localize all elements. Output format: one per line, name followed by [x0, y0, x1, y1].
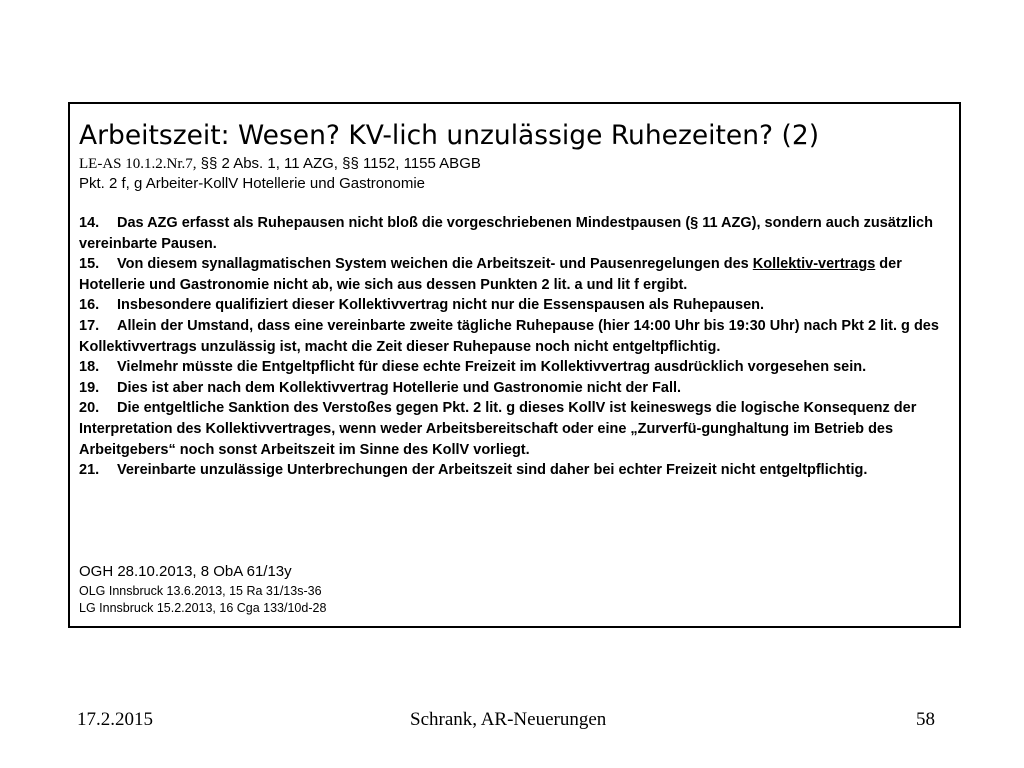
footer-date: 17.2.2015 [77, 709, 153, 730]
paragraph-number: 16. [79, 297, 100, 314]
paragraph-text: Die entgeltliche Sanktion des Verstoßes gegen Pkt. 2 lit. g dieses KollV ist keineswegs die logische Konsequenz der Interpretation des Kollektivvertrages, wenn weder Arbeitsbereitschaft oder eine „Zurverfü-gunghaltung im Betrieb des Arbeitgebers“ noch sonst Arbeitszeit im Sinne des KollV vorliegt. [79, 400, 917, 458]
citation-ogh: OGH 28.10.2013, 8 ObA 61/13y [79, 563, 292, 580]
paragraph-text: Dies ist aber nach dem Kollektivvertrag Hotellerie und Gastronomie nicht der Fall. [117, 379, 682, 396]
paragraph-number: 21. [79, 462, 100, 479]
reference-line-statutes [79, 154, 481, 174]
reference-statutes: §§ 2 Abs. 1, 11 AZG, §§ 1152, 1155 ABGB [196, 155, 481, 172]
footer-title: Schrank, AR-Neuerungen [410, 709, 607, 730]
paragraph-17 [79, 316, 959, 357]
paragraph-text: Von diesem synallagmatischen System weichen die Arbeitszeit- und Pausenregelungen des [117, 256, 753, 273]
paragraph-text: Insbesondere qualifiziert dieser Kollektivvertrag nicht nur die Essenspausen als Ruhepausen. [117, 297, 765, 314]
paragraph-number: 14. [79, 215, 100, 231]
paragraph-21 [79, 460, 959, 481]
paragraph-text: Das AZG erfasst als Ruhepausen nicht bloß die vorgeschriebenen Mindestpausen (§ 11 AZG), sondern auch zusätzlich vereinbarte Pausen. [79, 215, 933, 252]
paragraph-number: 19. [79, 379, 100, 396]
citation-lg: LG Innsbruck 15.2.2013, 16 Cga 133/10d-28 [79, 601, 327, 615]
footer-page-number: 58 [916, 709, 935, 730]
paragraph-list [79, 213, 959, 481]
paragraph-text: Allein der Umstand, dass eine vereinbarte zweite tägliche Ruhepause (hier 14:00 Uhr bis 19:30 Uhr) nach Pkt 2 lit. g des Kollektivvertrags unzulässig ist, macht die Zeit dieser Ruhepause noch nicht entgeltpflichtig. [79, 317, 939, 355]
paragraph-20 [79, 398, 959, 460]
slide-title: Arbeitszeit: Wesen? KV-lich unzulässige Ruhezeiten? (2) [79, 120, 820, 151]
paragraph-19 [79, 378, 959, 399]
paragraph-text-cont: der Hotellerie und Gastronomie nicht ab, wie sich aus dessen Punkten 2 lit. a und lit f ergibt. [79, 256, 902, 293]
underlined-term: Kollektiv-vertrags [752, 256, 876, 273]
paragraph-number: 18. [79, 359, 100, 376]
reference-line-kollv: Pkt. 2 f, g Arbeiter-KollV Hotellerie und Gastronomie [79, 175, 425, 192]
paragraph-number: 20. [79, 400, 100, 417]
paragraph-number: 17. [79, 317, 100, 334]
paragraph-16 [79, 295, 959, 316]
paragraph-number: 15. [79, 256, 100, 273]
reference-code: LE-AS 10.1.2.Nr.7, [79, 156, 197, 172]
paragraph-18 [79, 357, 959, 378]
paragraph-15 [79, 254, 959, 295]
paragraph-text: Vielmehr müsste die Entgeltpflicht für diese echte Freizeit im Kollektivvertrag ausdrücklich vorgesehen sein. [117, 359, 867, 376]
paragraph-14 [79, 213, 959, 254]
citation-olg: OLG Innsbruck 13.6.2013, 15 Ra 31/13s-36 [79, 584, 322, 598]
paragraph-text: Vereinbarte unzulässige Unterbrechungen der Arbeitszeit sind daher bei echter Freizeit nicht entgeltpflichtig. [117, 462, 868, 479]
